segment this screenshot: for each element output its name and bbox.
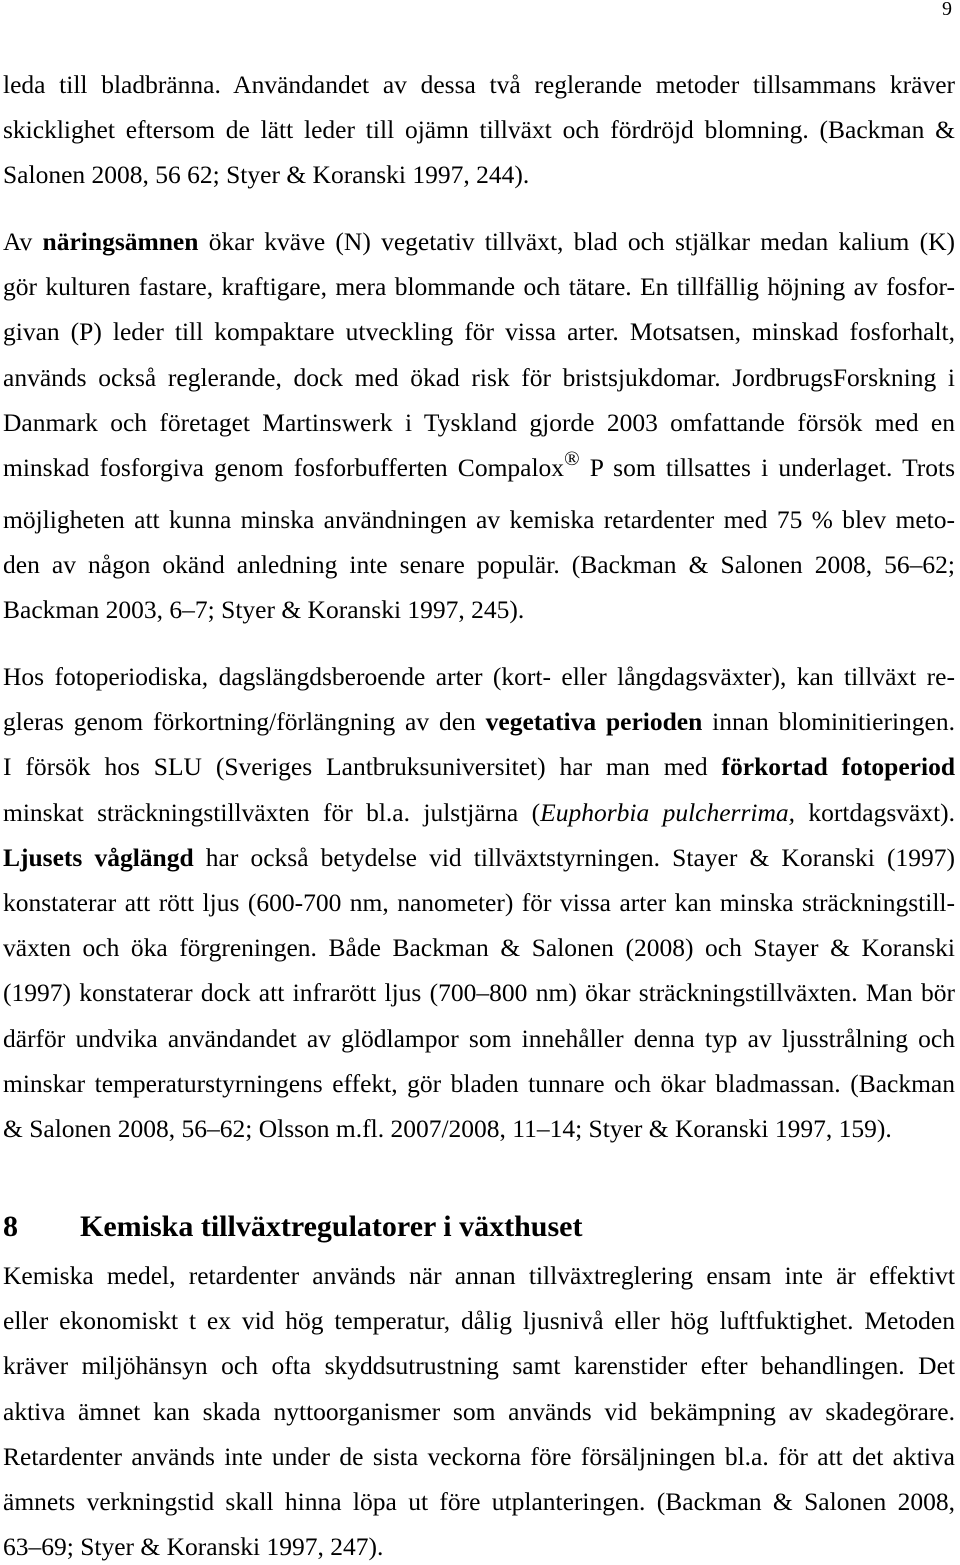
text-run: leda till bladbränna. Användandet av dessa två reglerande metoder tillsammans kräver — [3, 70, 955, 99]
text-run: ökar kväve (N) vegetativ tillväxt, blad och stjälkar medan kalium (K) — [198, 227, 955, 256]
text-line — [3, 161, 955, 189]
text-line — [3, 979, 955, 1007]
text-run: innan blominitieringen. — [702, 707, 955, 737]
text-line — [3, 708, 955, 736]
text-run: skicklighet eftersom de lätt leder till ojämn tillväxt och fördröjd blomning. (Backman & — [3, 115, 955, 145]
text-run: gleras genom förkortning/förlängning av den — [3, 707, 486, 737]
text-run: Kemiska medel, retardenter används när annan tillväxtreglering ensam inte är effektivt — [3, 1261, 955, 1290]
text-line — [3, 1307, 955, 1335]
text-line — [3, 1070, 955, 1098]
text-line — [3, 1488, 955, 1516]
text-line — [3, 273, 955, 301]
section-number: 8 — [3, 1210, 18, 1243]
text-run: gör kulturen fastare, kraftigare, mera blommande och tätare. En tillfällig höjning av fosfor- — [3, 272, 955, 302]
text-line — [3, 1533, 955, 1561]
registered-mark: ® — [564, 447, 580, 470]
text-line — [3, 228, 955, 256]
text-line — [3, 409, 955, 437]
text-run: I försök hos SLU (Sveriges Lantbruksuniversitet) har man med — [3, 752, 722, 782]
text-run: möjligheten att kunna minska användningen av kemiska retardenter med 75 % blev meto- — [3, 504, 955, 534]
text-run: Hos fotoperiodiska, dagslängdsberoende arter (kort- eller långdagsväxter), kan tillväxt re- — [3, 662, 955, 691]
text-line — [3, 1262, 955, 1290]
text-run: & Salonen 2008, 56–62; Olsson m.fl. 2007/2008, 11–14; Styer & Koranski 1997, 159). — [3, 1113, 892, 1143]
text-line — [3, 799, 955, 827]
text-line — [3, 506, 955, 534]
text-line — [3, 447, 955, 482]
text-run: används också reglerande, dock med ökad risk för bristsjukdomar. JordbrugsForskning i — [3, 362, 955, 392]
bold-text: Ljusets våglängd — [3, 842, 194, 872]
text-line — [3, 1398, 955, 1426]
paragraph-naringsamnen — [3, 228, 955, 624]
text-run: Av — [3, 227, 43, 256]
bold-text: näringsämnen — [42, 227, 199, 256]
text-run: eller ekonomiskt t ex vid hög temperatur, dålig ljusnivå eller hög luftfuktighet. Metoden — [3, 1306, 955, 1336]
text-line — [3, 1352, 955, 1380]
text-run: P som tillsattes i underlaget. Trots — [579, 452, 955, 482]
bold-text: förkortad fotoperiod — [721, 752, 955, 782]
text-run: Retardenter används inte under de sista veckorna före försäljningen bl.a. för att det aktiva — [3, 1441, 955, 1471]
text-run: givan (P) leder till kompaktare utveckling för vissa arter. Motsatsen, minskad fosforhalt, — [3, 317, 955, 347]
text-line — [3, 1025, 955, 1053]
text-line — [3, 71, 955, 99]
text-run: 63–69; Styer & Koranski 1997, 247). — [3, 1532, 384, 1562]
text-run: (1997) konstaterar dock att infrarött ljus (700–800 nm) ökar sträckningstillväxten. Man bör — [3, 978, 955, 1008]
text-line — [3, 318, 955, 346]
paragraph-fotoperiod — [3, 663, 955, 1143]
text-run: minskar temperaturstyrningens effekt, gör bladen tunnare och ökar bladmassan. (Backman — [3, 1068, 955, 1098]
text-run: därför undvika användandet av glödlampor som innehåller denna typ av ljusstrålning och — [3, 1023, 955, 1053]
text-line — [3, 753, 955, 781]
text-run: minskat sträckningstillväxten för bl.a. julstjärna ( — [3, 797, 541, 827]
section-title: Kemiska tillväxtregulatorer i växthuset — [80, 1210, 583, 1243]
text-line — [3, 596, 955, 624]
text-line — [3, 934, 955, 962]
text-line — [3, 116, 955, 144]
page-number: 9 — [942, 0, 952, 20]
text-run: Danmark och företaget Martinswerk i Tyskland gjorde 2003 omfattande försök med en — [3, 407, 955, 437]
text-run: kortdagsväxt). — [795, 797, 956, 827]
text-line — [3, 844, 955, 872]
paragraph-kemiska-medel — [3, 1262, 955, 1561]
text-run: ämnets verkningstid skall hinna löpa ut före utplanteringen. (Backman & Salonen 2008, — [3, 1486, 955, 1516]
text-run: minskad fosforgiva genom fosforbufferten Compalox — [3, 452, 565, 482]
italic-text: Euphorbia pulcherrima, — [540, 797, 796, 827]
paragraph-bladbranna — [3, 71, 955, 189]
text-run: Backman 2003, 6–7; Styer & Koranski 1997, 245). — [3, 595, 525, 625]
text-run: konstaterar att rött ljus (600-700 nm, nanometer) för vissa arter kan minska sträckningstill- — [3, 887, 955, 917]
text-line — [3, 551, 955, 579]
text-line — [3, 364, 955, 392]
text-line — [3, 663, 955, 691]
text-line — [3, 1443, 955, 1471]
text-run: växten och öka förgreningen. Både Backman & Salonen (2008) och Stayer & Koranski — [3, 933, 955, 963]
text-run: den av någon okänd anledning inte senare populär. (Backman & Salonen 2008, 56–62; — [3, 550, 955, 580]
bold-text: vegetativa perioden — [485, 707, 703, 737]
text-run: aktiva ämnet kan skada nyttoorganismer som används vid bekämpning av skadegörare. — [3, 1396, 955, 1426]
text-run: har också betydelse vid tillväxtstyrningen. Stayer & Koranski (1997) — [193, 842, 956, 872]
text-line — [3, 1115, 955, 1143]
text-line — [3, 889, 955, 917]
text-run: kräver miljöhänsyn och ofta skyddsutrustning samt karenstider efter behandlingen. Det — [3, 1351, 955, 1381]
text-run: Salonen 2008, 56 62; Styer & Koranski 1997, 244). — [3, 160, 530, 190]
section-heading — [3, 1210, 603, 1244]
